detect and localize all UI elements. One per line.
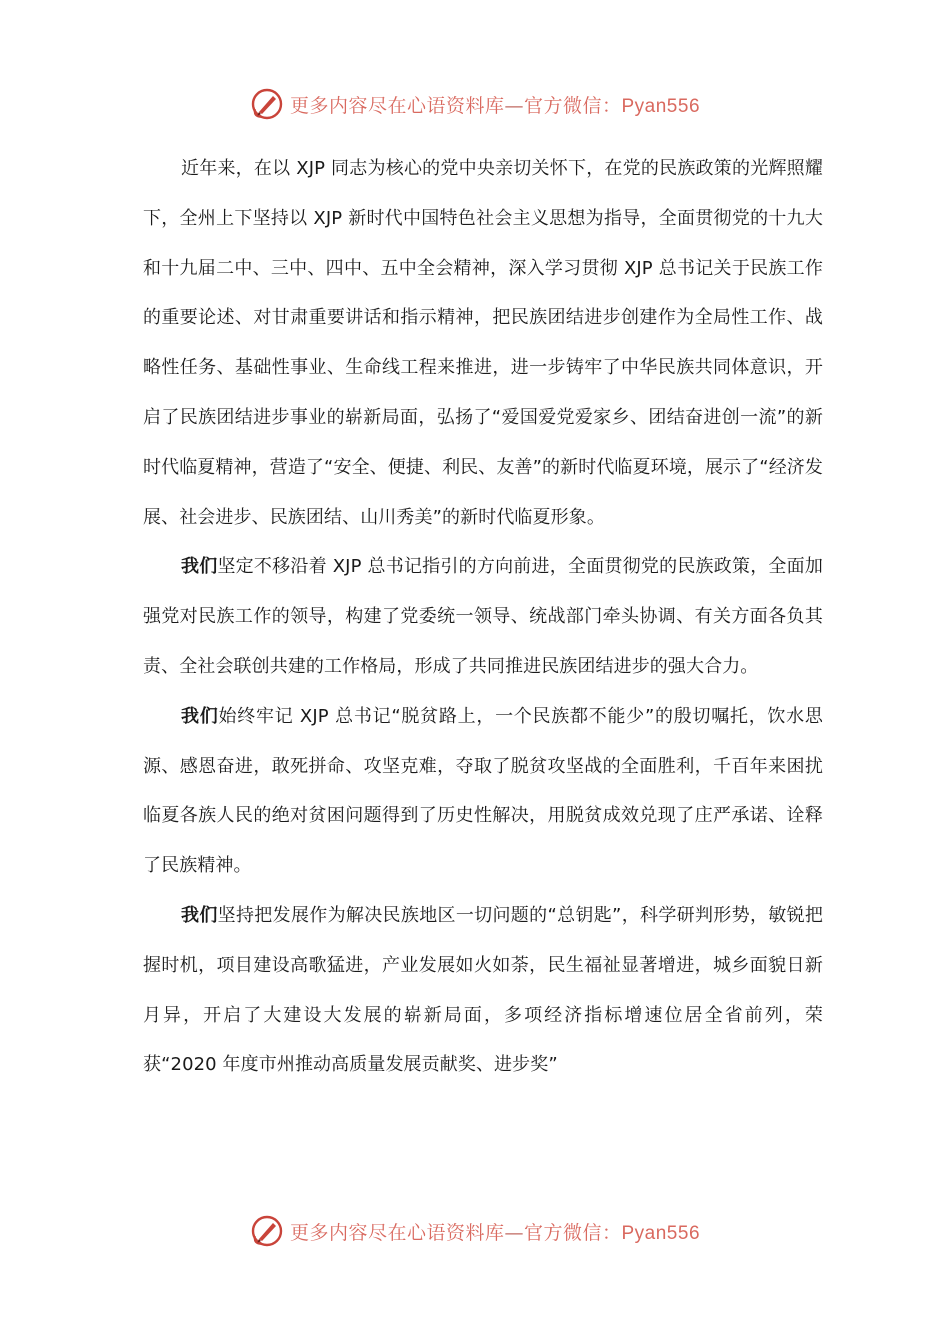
watermark-id: Pyan556 xyxy=(621,95,701,117)
paragraph xyxy=(143,542,823,691)
watermark-text xyxy=(290,91,700,118)
paragraph-lead: 我们 xyxy=(181,904,218,926)
paragraph-text: 坚定不移沿着 XJP 总书记指引的方向前进，全面贯彻党的民族政策，全面加强党对民族工作的领导，构建了党委统一领导、统战部门牵头协调、有关方面各负其责、全社会联创共建的工作格局，形成了共同推进民族团结进步的强大合力。 xyxy=(143,556,823,677)
watermark-text xyxy=(290,1218,700,1245)
pen-logo-icon xyxy=(250,87,284,121)
paragraph xyxy=(143,891,823,1090)
watermark-id: Pyan556 xyxy=(621,1222,701,1244)
paragraph-text: 坚持把发展作为解决民族地区一切问题的“总钥匙”，科学研判形势，敏锐把握时机，项目建设高歌猛进，产业发展如火如荼，民生福祉显著增进，城乡面貌日新月异，开启了大建设大发展的崭新局面，多项经济指标增速位居全省前列，荣获“2020 年度市州推动高质量发展贡献奖、进步奖” xyxy=(143,904,824,1076)
watermark-separator: — xyxy=(504,94,524,117)
document-body xyxy=(143,144,823,1090)
paragraph xyxy=(143,692,823,891)
paragraph-lead: 我们 xyxy=(181,556,218,578)
paragraph xyxy=(143,144,823,542)
paragraph-text: 近年来，在以 XJP 同志为核心的党中央亲切关怀下，在党的民族政策的光辉照耀下，全州上下坚持以 XJP 新时代中国特色社会主义思想为指导，全面贯彻党的十九大和十九届二中、三中、四中、五中全会精神，深入学习贯彻 XJP 总书记关于民族工作的重要论述、对甘肃重要讲话和指示精神，把民族团结进步创建作为全局性工作、战略性任务、基础性事业、生命线工程来推进，进一步铸牢了中华民族共同体意识，开启了民族团结进步事业的崭新局面，弘扬了“爱国爱党爱家乡、团结奋进创一流”的新时代临夏精神，营造了“安全、便捷、利民、友善”的新时代临夏环境，展示了“经济发展、社会进步、民族团结、山川秀美”的新时代临夏形象。 xyxy=(143,158,823,528)
paragraph-lead: 我们 xyxy=(181,705,219,727)
watermark-label: 官方微信： xyxy=(523,94,622,117)
pen-logo-icon xyxy=(250,1214,284,1248)
watermark-brand: 更多内容尽在心语资料库 xyxy=(289,1221,505,1244)
watermark-label: 官方微信： xyxy=(523,1221,622,1244)
header-watermark xyxy=(0,84,950,124)
paragraph-text: 始终牢记 XJP 总书记“脱贫路上，一个民族都不能少”的殷切嘱托，饮水思源、感恩奋进，敢死拼命、攻坚克难，夺取了脱贫攻坚战的全面胜利，千百年来困扰临夏各族人民的绝对贫困问题得到了历史性解决，用脱贫成效兑现了庄严承诺、诠释了民族精神。 xyxy=(143,705,824,877)
watermark-separator: — xyxy=(504,1221,524,1244)
watermark-brand: 更多内容尽在心语资料库 xyxy=(289,94,505,117)
footer-watermark xyxy=(0,1211,950,1251)
